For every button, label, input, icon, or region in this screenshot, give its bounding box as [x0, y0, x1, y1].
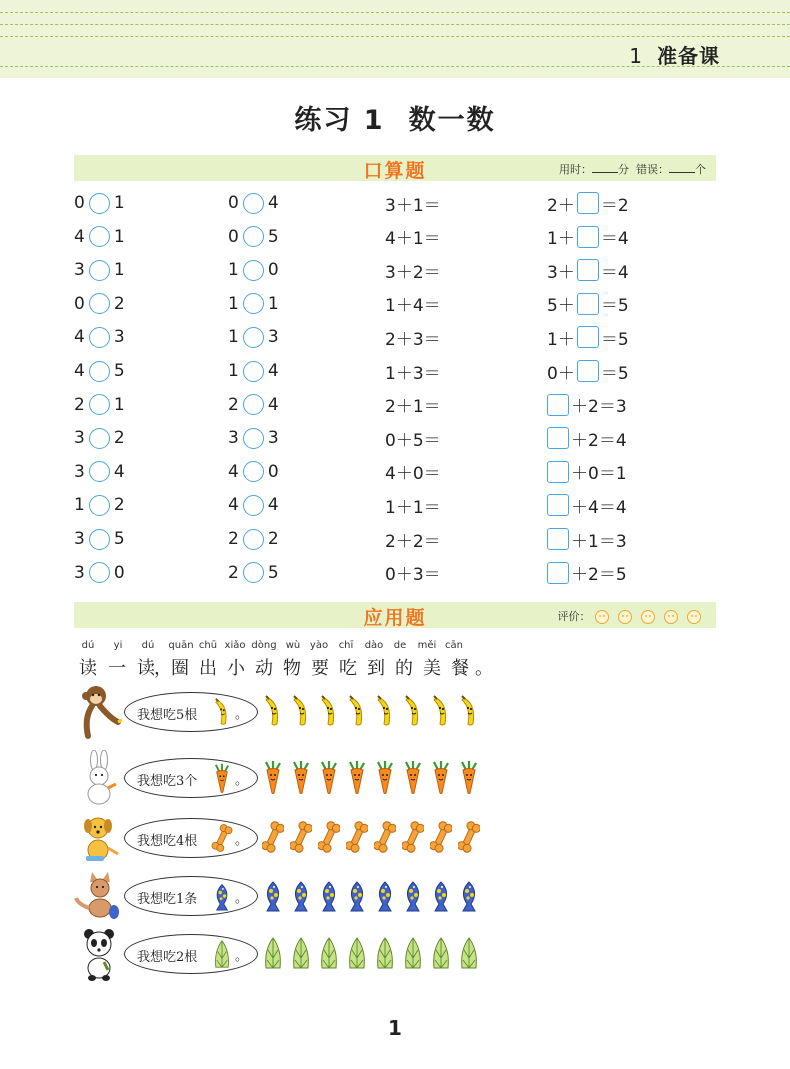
- compare-answer-circle[interactable]: [89, 226, 110, 247]
- right-number: 1: [113, 226, 125, 247]
- left-number: 4: [228, 461, 239, 482]
- right-number: 5: [113, 361, 125, 381]
- rabbit-icon: [74, 750, 124, 806]
- addition-text: 2＋1＝: [385, 397, 441, 418]
- pinyin-syllable: yi: [113, 640, 123, 651]
- rating: [558, 608, 707, 625]
- compare-answer-circle[interactable]: [243, 394, 264, 415]
- equation-prefix: 1＋: [547, 329, 575, 350]
- left-number: 2: [228, 394, 239, 415]
- equation-suffix: ＋2＝5: [571, 565, 627, 586]
- right-number: 1: [113, 193, 125, 213]
- fish-icon[interactable]: [318, 878, 340, 912]
- equation-prefix: 3＋: [547, 262, 575, 283]
- carrot-icon[interactable]: [430, 760, 452, 794]
- left-number: 1: [228, 361, 239, 381]
- left-number: 4: [74, 327, 85, 348]
- addition-problem: [385, 560, 441, 586]
- instruction-character: 一: [108, 658, 126, 679]
- right-number: 4: [267, 193, 279, 213]
- addition-problem: [385, 190, 441, 216]
- left-number: 0: [74, 193, 85, 213]
- bamboo-shoot-icon[interactable]: [290, 936, 312, 970]
- right-number: 1: [267, 293, 279, 314]
- pinyin-syllable: dú: [81, 640, 95, 651]
- left-number: 3: [74, 461, 85, 482]
- addition-text: 1＋1＝: [385, 497, 441, 518]
- pinyin-syllable: xiǎo: [224, 640, 246, 651]
- chapter-number: 1: [629, 44, 643, 68]
- right-number: 2: [113, 293, 125, 314]
- compare-problem: [74, 392, 125, 418]
- left-number: 3: [74, 529, 85, 549]
- bone-icon[interactable]: [318, 820, 340, 854]
- dashed-line: [0, 24, 790, 25]
- fish-icon[interactable]: [402, 878, 424, 912]
- compare-answer-circle[interactable]: [243, 461, 264, 482]
- compare-problem: [74, 291, 125, 317]
- compare-answer-circle[interactable]: [89, 495, 110, 516]
- bone-icon[interactable]: [402, 820, 424, 854]
- answer-box[interactable]: [577, 192, 599, 214]
- rating-smiley-icons[interactable]: [594, 609, 706, 625]
- instruction-character: 圈: [171, 658, 189, 679]
- oral-section-title: 口算题: [363, 160, 427, 182]
- compare-problem: [74, 425, 125, 451]
- equation-suffix: ＝5: [600, 329, 629, 350]
- compare-problem: [74, 224, 125, 250]
- missing-number-problem: [547, 224, 629, 250]
- left-number: 2: [228, 529, 239, 549]
- right-number: 4: [113, 461, 125, 482]
- compare-answer-circle[interactable]: [243, 562, 264, 583]
- chapter-title: 准备课: [657, 44, 720, 68]
- left-number: 3: [74, 428, 85, 449]
- fish-icon[interactable]: [430, 878, 452, 912]
- exercise-label: 练习 1: [294, 105, 385, 136]
- pinyin-syllable: dòng: [251, 640, 277, 651]
- instruction-character: 餐: [451, 658, 469, 679]
- speech-text: 我想吃4根: [137, 834, 198, 849]
- left-number: 3: [74, 562, 85, 583]
- compare-problem: [74, 324, 125, 350]
- compare-answer-circle[interactable]: [243, 193, 264, 214]
- addition-text: 0＋5＝: [385, 430, 441, 451]
- pinyin-syllable: cān: [445, 640, 463, 651]
- equation-prefix: 5＋: [547, 296, 575, 317]
- right-number: 5: [113, 529, 125, 549]
- error-unit: 个: [695, 163, 706, 176]
- speech-period: 。: [235, 833, 249, 848]
- missing-number-problem: [547, 425, 627, 451]
- error-blank[interactable]: [669, 163, 695, 173]
- equation-suffix: ＋2＝4: [571, 430, 627, 451]
- left-number: 0: [228, 193, 239, 213]
- answer-box[interactable]: [577, 326, 599, 348]
- page-title: [0, 98, 790, 137]
- addition-problem: [385, 526, 441, 552]
- addition-problem: [385, 257, 441, 283]
- bamboo-shoot-icon[interactable]: [402, 936, 424, 970]
- compare-problem: [228, 358, 279, 384]
- missing-number-problem: [547, 526, 627, 552]
- fish-icon[interactable]: [374, 878, 396, 912]
- banana-icon[interactable]: [458, 694, 480, 728]
- time-unit: 分: [618, 163, 629, 176]
- answer-box[interactable]: [577, 226, 599, 248]
- addition-problem: [385, 492, 441, 518]
- pinyin-syllable: quān: [168, 640, 194, 651]
- banana-icon[interactable]: [290, 694, 312, 728]
- addition-text: 3＋2＝: [385, 262, 441, 283]
- answer-box[interactable]: [547, 394, 569, 416]
- addition-problem: [385, 358, 441, 384]
- left-number: 3: [74, 260, 85, 281]
- speech-text: 我想吃3个: [137, 774, 198, 789]
- addition-problem: [385, 324, 441, 350]
- equation-suffix: ＝2: [600, 195, 629, 216]
- left-number: 3: [228, 428, 239, 449]
- exercise-subtitle: 数一数: [408, 105, 496, 136]
- chapter-heading: [629, 40, 720, 69]
- compare-answer-circle[interactable]: [89, 361, 110, 382]
- instruction-character: 出: [199, 658, 217, 679]
- compare-problem: [74, 358, 125, 384]
- missing-number-problem: [547, 392, 627, 418]
- fish-icon[interactable]: [346, 878, 368, 912]
- instruction-character: 物: [283, 658, 301, 679]
- page-number: 1: [388, 1016, 402, 1040]
- bamboo-shoot-icon[interactable]: [458, 936, 480, 970]
- right-number: 2: [113, 495, 125, 516]
- cat-icon: [74, 868, 124, 924]
- left-number: 2: [228, 562, 239, 583]
- missing-number-problem: [547, 459, 627, 485]
- rating-label: 评价：: [557, 610, 591, 623]
- answer-box[interactable]: [547, 494, 569, 516]
- answer-box[interactable]: [577, 259, 599, 281]
- instruction-character: 动: [255, 658, 273, 679]
- addition-problem: [385, 425, 441, 451]
- pinyin-syllable: dào: [364, 640, 384, 651]
- addition-problem: [385, 392, 441, 418]
- left-number: 0: [228, 226, 239, 247]
- banana-icon: [211, 697, 235, 729]
- speech-period: 。: [235, 773, 249, 788]
- left-number: 1: [74, 495, 85, 516]
- addition-text: 4＋1＝: [385, 229, 441, 250]
- right-number: 1: [113, 394, 125, 415]
- compare-problem: [74, 560, 125, 586]
- banana-icon[interactable]: [346, 694, 368, 728]
- carrot-icon[interactable]: [402, 760, 424, 794]
- compare-problem: [228, 425, 279, 451]
- answer-box[interactable]: [547, 427, 569, 449]
- pinyin-syllable: yào: [309, 640, 329, 651]
- instruction-character: 美: [423, 658, 441, 679]
- instruction-character: ，: [154, 658, 172, 679]
- carrot-icon: [211, 763, 235, 795]
- compare-answer-circle[interactable]: [89, 394, 110, 415]
- addition-text: 3＋1＝: [385, 195, 441, 216]
- compare-answer-circle[interactable]: [89, 193, 110, 214]
- compare-problem: [228, 526, 279, 552]
- bone-icon[interactable]: [374, 820, 396, 854]
- left-number: 1: [228, 327, 239, 348]
- carrot-icon[interactable]: [374, 760, 396, 794]
- compare-problem: [74, 190, 125, 216]
- pinyin-syllable: dú: [141, 640, 155, 651]
- equation-suffix: ＝4: [600, 262, 629, 283]
- banana-icon[interactable]: [318, 694, 340, 728]
- compare-answer-circle[interactable]: [243, 428, 264, 449]
- banana-icon[interactable]: [262, 694, 284, 728]
- bone-icon[interactable]: [262, 820, 284, 854]
- compare-answer-circle[interactable]: [243, 226, 264, 247]
- missing-number-problem: [547, 291, 629, 317]
- compare-answer-circle[interactable]: [89, 327, 110, 348]
- pinyin-syllable: měi: [417, 640, 437, 651]
- right-number: 5: [267, 562, 279, 583]
- instruction-character: 小: [227, 658, 245, 679]
- compare-answer-circle[interactable]: [243, 327, 264, 348]
- compare-answer-circle[interactable]: [89, 293, 110, 314]
- equation-suffix: ＝5: [600, 296, 629, 317]
- right-number: 4: [267, 495, 279, 516]
- compare-problem: [228, 257, 279, 283]
- addition-text: 4＋0＝: [385, 464, 441, 485]
- right-number: 0: [267, 260, 279, 281]
- instruction-character: 读: [137, 658, 155, 679]
- addition-text: 2＋2＝: [385, 531, 441, 552]
- answer-box[interactable]: [577, 360, 599, 382]
- time-blank[interactable]: [592, 163, 618, 173]
- bone-icon[interactable]: [290, 820, 312, 854]
- compare-problem: [228, 224, 279, 250]
- speech-bubble: [124, 758, 258, 798]
- compare-problem: [74, 526, 125, 552]
- bone-icon[interactable]: [346, 820, 368, 854]
- oral-meta: [559, 161, 706, 177]
- pinyin-syllable: chī: [338, 640, 354, 651]
- time-label: 用时：: [559, 163, 592, 176]
- left-number: 1: [228, 260, 239, 281]
- pinyin-syllable: wù: [285, 640, 301, 651]
- compare-problem: [228, 392, 279, 418]
- oral-section-bar: [74, 155, 716, 181]
- speech-text: 我想吃1条: [137, 892, 198, 907]
- right-number: 3: [267, 428, 279, 449]
- banana-icon[interactable]: [402, 694, 424, 728]
- compare-problem: [228, 324, 279, 350]
- left-number: 4: [228, 495, 239, 516]
- dog-icon: [74, 810, 124, 866]
- right-number: 3: [267, 327, 279, 348]
- equation-suffix: ＝5: [600, 363, 629, 384]
- applied-section-bar: [74, 602, 716, 628]
- banana-icon[interactable]: [374, 694, 396, 728]
- compare-answer-circle[interactable]: [89, 260, 110, 281]
- equation-suffix: ＋2＝3: [571, 397, 627, 418]
- bone-icon[interactable]: [430, 820, 452, 854]
- compare-problem: [228, 291, 279, 317]
- speech-text: 我想吃5根: [137, 708, 198, 723]
- left-number: 4: [74, 226, 85, 247]
- instruction-character: 读: [79, 658, 97, 679]
- instruction-character: 的: [395, 658, 413, 679]
- addition-problem: [385, 459, 441, 485]
- bamboo-shoot-icon[interactable]: [346, 936, 368, 970]
- compare-answer-circle[interactable]: [89, 461, 110, 482]
- carrot-icon[interactable]: [262, 760, 284, 794]
- carrot-icon[interactable]: [318, 760, 340, 794]
- instruction-character: 要: [311, 658, 329, 679]
- compare-answer-circle[interactable]: [243, 361, 264, 382]
- addition-text: 2＋3＝: [385, 329, 441, 350]
- compare-problem: [228, 459, 279, 485]
- right-number: 4: [267, 361, 279, 381]
- speech-period: 。: [235, 949, 249, 964]
- addition-text: 1＋3＝: [385, 363, 441, 384]
- left-number: 4: [74, 361, 85, 381]
- addition-text: 1＋4＝: [385, 296, 441, 317]
- missing-number-problem: [547, 358, 629, 384]
- equation-suffix: ＋1＝3: [571, 531, 627, 552]
- instruction-character: 到: [367, 658, 385, 679]
- missing-number-problem: [547, 257, 629, 283]
- bamboo-shoot-icon[interactable]: [374, 936, 396, 970]
- missing-number-problem: [547, 324, 629, 350]
- instruction-character: 吃: [339, 658, 357, 679]
- speech-period: 。: [235, 707, 249, 722]
- speech-bubble: [124, 818, 258, 858]
- bamboo-shoot-icon[interactable]: [262, 936, 284, 970]
- left-number: 1: [228, 293, 239, 314]
- equation-prefix: 0＋: [547, 363, 575, 384]
- bamboo-shoot-icon[interactable]: [430, 936, 452, 970]
- error-label: 错误：: [636, 163, 669, 176]
- answer-box[interactable]: [547, 562, 569, 584]
- answer-box[interactable]: [547, 528, 569, 550]
- compare-answer-circle[interactable]: [89, 428, 110, 449]
- instruction-character: 。: [475, 658, 493, 679]
- header-band: [0, 0, 790, 78]
- compare-answer-circle[interactable]: [243, 495, 264, 516]
- fish-icon[interactable]: [262, 878, 284, 912]
- right-number: 5: [267, 226, 279, 247]
- compare-problem: [228, 560, 279, 586]
- missing-number-problem: [547, 560, 627, 586]
- pinyin-syllable: chū: [198, 640, 218, 651]
- applied-section-title: 应用题: [363, 607, 427, 629]
- left-number: 0: [74, 293, 85, 314]
- panda-icon: [74, 926, 124, 982]
- compare-answer-circle[interactable]: [243, 293, 264, 314]
- equation-suffix: ＋4＝4: [571, 497, 627, 518]
- carrot-icon[interactable]: [458, 760, 480, 794]
- bone-icon: [211, 823, 235, 855]
- compare-problem: [74, 492, 125, 518]
- equation-suffix: ＋0＝1: [571, 464, 627, 485]
- answer-box[interactable]: [547, 461, 569, 483]
- right-number: 3: [113, 327, 125, 348]
- fish-icon[interactable]: [290, 878, 312, 912]
- bamboo-shoot-icon: [211, 939, 235, 971]
- fish-icon[interactable]: [458, 878, 480, 912]
- right-number: 2: [113, 428, 125, 449]
- right-number: 0: [113, 562, 125, 583]
- left-number: 2: [74, 394, 85, 415]
- compare-answer-circle[interactable]: [243, 529, 264, 550]
- bone-icon[interactable]: [458, 820, 480, 854]
- carrot-icon[interactable]: [346, 760, 368, 794]
- addition-problem: [385, 224, 441, 250]
- right-number: 2: [267, 529, 279, 549]
- compare-answer-circle[interactable]: [243, 260, 264, 281]
- equation-suffix: ＝4: [600, 229, 629, 250]
- compare-problem: [74, 257, 125, 283]
- fish-icon: [211, 881, 235, 913]
- right-number: 0: [267, 461, 279, 482]
- missing-number-problem: [547, 492, 627, 518]
- right-number: 4: [267, 394, 279, 415]
- compare-answer-circle[interactable]: [89, 529, 110, 550]
- speech-bubble: [124, 876, 258, 916]
- equation-prefix: 1＋: [547, 229, 575, 250]
- banana-icon[interactable]: [430, 694, 452, 728]
- addition-text: 0＋3＝: [385, 565, 441, 586]
- compare-problem: [74, 459, 125, 485]
- equation-prefix: 2＋: [547, 195, 575, 216]
- bamboo-shoot-icon[interactable]: [318, 936, 340, 970]
- monkey-icon: [74, 684, 124, 740]
- right-number: 1: [113, 260, 125, 281]
- speech-bubble: [124, 692, 258, 732]
- dashed-line: [0, 36, 790, 37]
- dashed-line: [0, 12, 790, 13]
- speech-text: 我想吃2根: [137, 950, 198, 965]
- speech-bubble: [124, 934, 258, 974]
- carrot-icon[interactable]: [290, 760, 312, 794]
- compare-problem: [228, 492, 279, 518]
- compare-answer-circle[interactable]: [89, 562, 110, 583]
- compare-problem: [228, 190, 279, 216]
- answer-box[interactable]: [577, 293, 599, 315]
- pinyin-syllable: de: [393, 640, 407, 651]
- missing-number-problem: [547, 190, 629, 216]
- speech-period: 。: [235, 891, 249, 906]
- addition-problem: [385, 291, 441, 317]
